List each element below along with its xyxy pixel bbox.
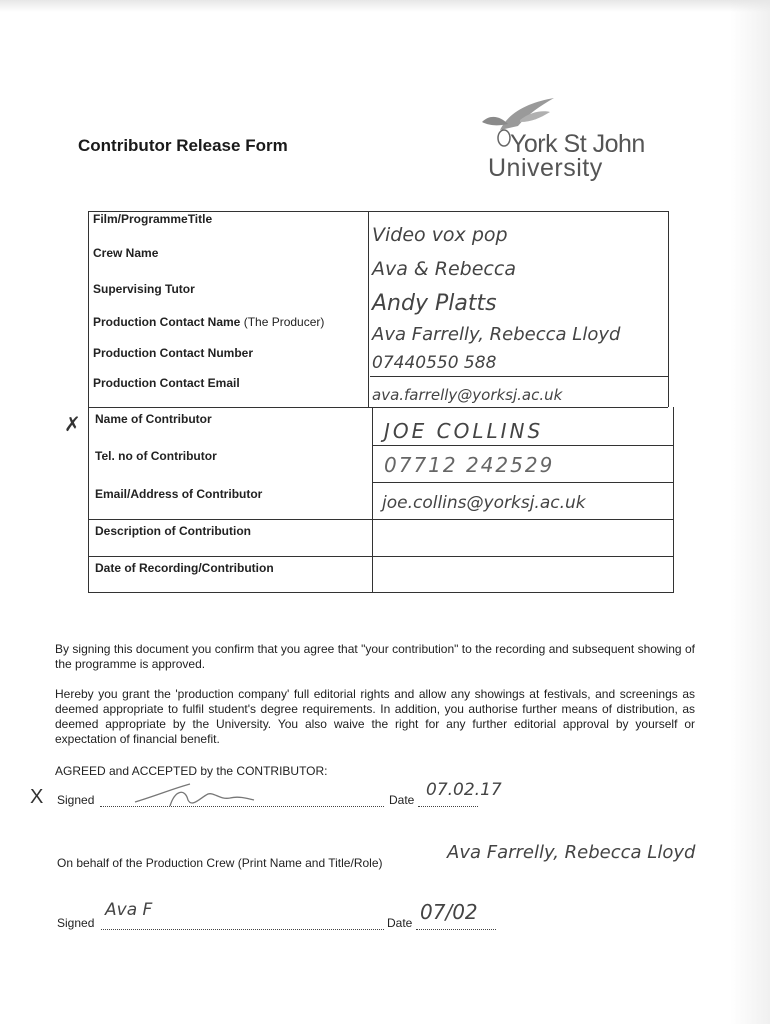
contributor-name-value: JOE COLLINS xyxy=(384,419,544,443)
crew-name-value: Ava & Rebecca xyxy=(372,258,516,280)
table-row-line xyxy=(372,445,673,446)
contributor-signature xyxy=(130,778,260,810)
table-mid-border xyxy=(88,407,668,408)
producer-note: (The Producer) xyxy=(243,315,325,329)
logo-text-york: York St John xyxy=(510,130,645,158)
supervising-tutor-label: Supervising Tutor xyxy=(93,282,195,296)
contributor-date-label: Date xyxy=(389,793,415,807)
university-logo xyxy=(470,92,680,187)
table-row-line xyxy=(370,376,668,377)
film-title-value: Video vox pop xyxy=(372,224,508,246)
table-right-border-upper xyxy=(668,211,669,407)
contributor-signed-label: Signed xyxy=(57,793,95,807)
crew-date-label: Date xyxy=(387,916,413,930)
logo-text-university: University xyxy=(488,154,603,182)
recording-date-label: Date of Recording/Contribution xyxy=(95,561,274,575)
table-right-border-lower xyxy=(673,407,674,593)
contributor-date-value: 07.02.17 xyxy=(426,780,502,800)
agreement-cross-mark: X xyxy=(30,786,44,808)
table-bottom-border xyxy=(88,592,673,593)
production-contact-name-value: Ava Farrelly, Rebecca Lloyd xyxy=(372,324,621,345)
supervising-tutor-value: Andy Platts xyxy=(372,291,497,316)
crew-behalf-label: On behalf of the Production Crew (Print Name and Title/Role) xyxy=(57,856,383,870)
consent-paragraph: By signing this document you confirm that you agree that "your contribution" to the recording and subsequent showing of the programme is approved. xyxy=(55,642,695,671)
contribution-description-label: Description of Contribution xyxy=(95,524,251,538)
form-title: Contributor Release Form xyxy=(78,136,288,155)
production-contact-name-label xyxy=(93,315,324,329)
production-contact-email-value: ava.farrelly@yorksj.ac.uk xyxy=(372,386,563,404)
production-contact-number-label: Production Contact Number xyxy=(93,346,254,360)
film-title-label: Film/ProgrammeTitle xyxy=(93,212,213,226)
contributor-tel-value: 07712 242529 xyxy=(384,453,555,477)
table-row-line xyxy=(88,519,673,520)
crew-name-label: Crew Name xyxy=(93,246,159,260)
crew-date-value: 07/02 xyxy=(420,900,478,924)
crew-behalf-value: Ava Farrelly, Rebecca Lloyd xyxy=(447,842,696,863)
scan-top-shadow xyxy=(0,0,770,12)
contributor-name-label: Name of Contributor xyxy=(95,412,212,426)
contributor-email-label: Email/Address of Contributor xyxy=(95,487,263,501)
agreement-heading: AGREED and ACCEPTED by the CONTRIBUTOR: xyxy=(55,764,328,778)
production-contact-name-text: Production Contact Name xyxy=(93,315,241,329)
production-contact-email-label: Production Contact Email xyxy=(93,376,240,390)
table-divider-lower xyxy=(372,407,373,593)
table-divider-upper xyxy=(368,211,369,407)
scan-edge-shadow xyxy=(730,0,770,1024)
contributor-cross-mark: ✗ xyxy=(64,414,81,436)
production-contact-number-value: 07440550 588 xyxy=(372,353,497,373)
table-row-line xyxy=(88,556,673,557)
crew-signed-label: Signed xyxy=(57,916,95,930)
contributor-tel-label: Tel. no of Contributor xyxy=(95,449,217,463)
crew-signature: Ava F xyxy=(105,900,153,920)
table-left-border xyxy=(88,211,89,593)
table-row-line xyxy=(372,482,673,483)
contributor-email-value: joe.collins@yorksj.ac.uk xyxy=(382,493,586,513)
rights-paragraph: Hereby you grant the 'production company' full editorial rights and allow any showings at festivals, and screenings as deemed appropriate to fulfil student's degree requirements. In addition, you authorise further means of distribution, as deemed appropriate by the University. You also waive the right for any further editorial approval by yourself or expectation of financial benefit. xyxy=(55,687,695,746)
crew-signature-line xyxy=(101,919,384,930)
